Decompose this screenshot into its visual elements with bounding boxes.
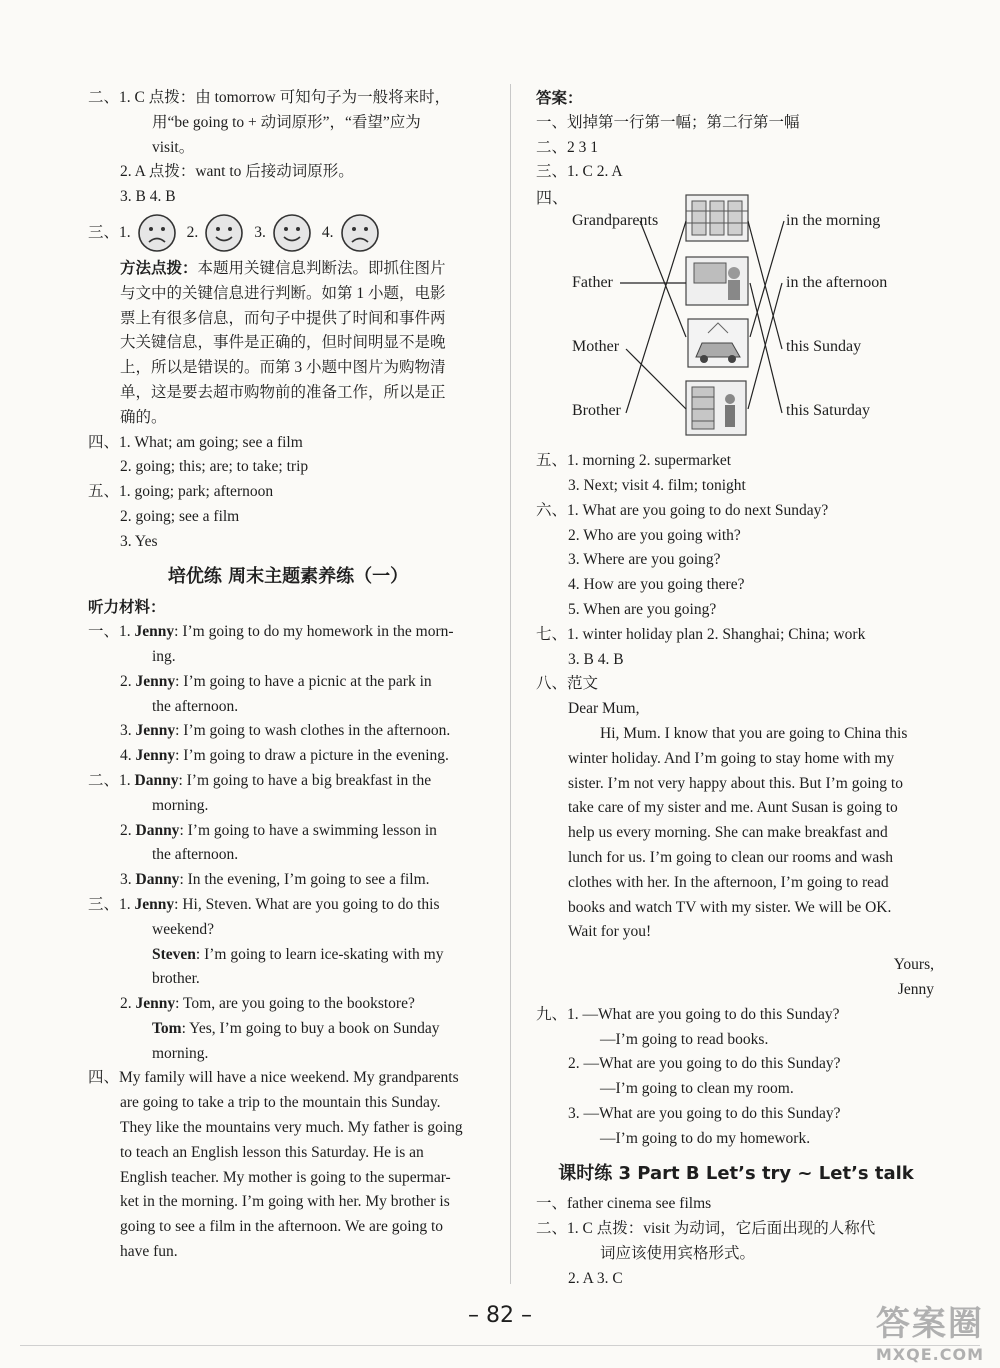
method-tip-line: [88, 256, 488, 282]
sad-face-icon: [137, 213, 177, 253]
item-prefix: 3.: [120, 871, 136, 889]
speaker: Jenny: [135, 722, 176, 740]
dialog-line: [88, 992, 488, 1017]
dialog-line: [88, 719, 488, 744]
listening-title: 听力材料：: [88, 598, 166, 617]
dialog-line: [88, 1017, 488, 1042]
text-line: 确的。: [120, 408, 167, 426]
dialog-text: : Hi, Steven. What are you going to do this: [174, 895, 440, 913]
happy-face-icon: [272, 213, 312, 253]
text-line: 3. Yes: [120, 532, 158, 550]
building-picture-icon: [686, 195, 748, 241]
dialog-line: [88, 943, 488, 968]
letter-line: sister. I’m not very happy about this. But I’m going to: [568, 774, 903, 792]
item-prefix: 2.: [120, 995, 136, 1013]
item-number: 4.: [321, 223, 334, 241]
speaker: Jenny: [134, 895, 175, 913]
letter-line: take care of my sister and me. Aunt Susan is going to: [568, 799, 898, 817]
letter-line: books and watch TV with my sister. We will be OK.: [568, 898, 892, 916]
speaker: Tom: [152, 1019, 182, 1037]
item-prefix: 三、1.: [88, 895, 135, 913]
letter-closing: Yours,: [893, 956, 934, 974]
dialog-text: : I’m going to wash clothes in the afternoon.: [175, 722, 451, 740]
text-line: 2. A 3. C: [568, 1269, 623, 1287]
dialog-line: [88, 670, 488, 695]
text-line: 九、1. —What are you going to do this Sunday?: [536, 1005, 840, 1023]
text-line: are going to take a trip to the mountain this Sunday.: [120, 1094, 441, 1112]
match-left-label: Mother: [572, 338, 620, 356]
text-line: 票上有很多信息，而句子中提供了时间和事件两: [120, 309, 446, 327]
method-tip-label: 方法点拨：: [120, 258, 198, 277]
text-line: 七、1. winter holiday plan 2. Shanghai; China; work: [536, 625, 866, 643]
text-line: —I’m going to do my homework.: [600, 1129, 811, 1147]
text-line: 四、My family will have a nice weekend. My grandparents: [88, 1069, 459, 1087]
dialog-text: : I’m going to have a picnic at the park in: [175, 672, 432, 690]
text-line: weekend?: [152, 920, 214, 938]
text-line: the afternoon.: [152, 697, 239, 715]
text-line: 3. B 4. B: [568, 650, 624, 668]
text-line: 单，这是要去超市购物前的准备工作，所以是正: [120, 383, 446, 401]
speaker: Steven: [152, 945, 196, 963]
letter-greeting: Dear Mum,: [568, 700, 640, 718]
speaker: Jenny: [135, 747, 176, 765]
text-line: 2. going; this; are; to take; trip: [120, 458, 309, 476]
item-prefix: 四、: [536, 190, 569, 208]
text-line: 一、划掉第一行第一幅；第二行第一幅: [536, 113, 800, 131]
car-trip-picture-icon: [688, 319, 748, 367]
text-line: brother.: [152, 970, 200, 988]
text-line: visit。: [152, 138, 195, 156]
text-line: 二、1. C 点拨：由 tomorrow 可知句子为一般将来时，: [88, 89, 451, 106]
text-line: ing.: [152, 647, 176, 665]
letter-line: Wait for you!: [568, 923, 652, 941]
speaker: Jenny: [135, 672, 176, 690]
faces-row: [88, 210, 488, 256]
teacher-picture-icon: [686, 257, 748, 305]
section-title: 培优练 周末主题素养练（一）: [167, 565, 409, 587]
page-number: – 82 –: [468, 1303, 532, 1328]
text-line: —I’m going to read books.: [600, 1030, 769, 1048]
text-line: 四、1. What; am going; see a film: [88, 433, 303, 451]
text-line: 与文中的关键信息进行判断。如第 1 小题，电影: [120, 284, 446, 302]
match-right-label: in the afternoon: [786, 274, 888, 292]
dialog-text: : I’m going to have a big breakfast in the: [178, 771, 432, 789]
watermark-logo: [876, 1296, 984, 1364]
text-line: 三、1. C 2. A: [536, 163, 623, 181]
item-prefix: 2.: [120, 672, 136, 690]
dialog-text: : Tom, are you going to the bookstore?: [175, 995, 415, 1013]
item-prefix: 3.: [120, 722, 136, 740]
text-line: morning.: [152, 796, 209, 814]
matching-diagram: [536, 187, 936, 443]
text-line: 大关键信息，事件是正确的，但时间明显不是晚: [120, 334, 446, 352]
text-line: 3. Where are you going?: [568, 551, 721, 569]
sad-face-icon: [340, 213, 380, 253]
section-title: 课时练 3 Part B Let’s try ~ Let’s talk: [558, 1162, 914, 1184]
text-line: 二、2 3 1: [536, 138, 599, 156]
column-divider: [510, 84, 511, 1284]
text-line: have fun.: [120, 1243, 178, 1261]
text-line: 上，所以是错误的。而第 3 小题中图片为购物清: [120, 359, 446, 377]
supermarket-picture-icon: [686, 381, 746, 435]
match-right-label: this Saturday: [786, 402, 870, 420]
match-right-label: in the morning: [786, 212, 881, 230]
text-line: 3. B 4. B: [120, 188, 176, 206]
text-line: 八、范文: [536, 675, 599, 693]
happy-face-icon: [204, 213, 244, 253]
text-line: morning.: [152, 1044, 209, 1062]
text-span: 本题用关键信息判断法。即抓住图片: [197, 259, 446, 277]
dialog-line: [88, 769, 488, 794]
text-line: 2. —What are you going to do this Sunday?: [568, 1055, 841, 1073]
footer-rule: [20, 1345, 980, 1346]
dialog-text: : I’m going to have a swimming lesson in: [179, 821, 437, 839]
speaker: Danny: [135, 821, 180, 839]
dialog-text: : In the evening, I’m going to see a film.: [179, 871, 430, 889]
letter-line: clothes with her. In the afternoon, I’m going to read: [568, 873, 889, 891]
text-line: 3. Next; visit 4. film; tonight: [568, 476, 746, 494]
item-number: 2.: [186, 223, 199, 241]
match-left-label: Father: [572, 274, 613, 292]
text-line: going to see a film in the afternoon. We are going to: [120, 1218, 444, 1236]
letter-line: help us every morning. She can make breakfast and: [568, 824, 888, 842]
text-line: —I’m going to clean my room.: [600, 1080, 794, 1098]
item-prefix: 一、1.: [88, 623, 135, 641]
text-line: 3. —What are you going to do this Sunday?: [568, 1104, 841, 1122]
text-line: 4. How are you going there?: [568, 576, 745, 594]
right-column: [536, 86, 936, 1291]
letter-line: winter holiday. And I’m going to stay home with my: [568, 749, 895, 767]
text-line: 二、1. C 点拨：visit 为动词，它后面出现的人称代: [536, 1220, 876, 1238]
speaker: Jenny: [134, 623, 175, 641]
dialog-text: : Yes, I’m going to buy a book on Sunday: [181, 1019, 440, 1037]
text-line: 一、father cinema see films: [536, 1195, 712, 1213]
watermark-url: MXQE.COM: [875, 1345, 984, 1364]
dialog-line: [88, 819, 488, 844]
text-line: the afternoon.: [152, 846, 239, 864]
text-line: 五、1. morning 2. supermarket: [536, 452, 732, 470]
item-prefix: 4.: [120, 747, 136, 765]
text-line: ket in the morning. I’m going with her. My brother is: [120, 1193, 450, 1211]
answer-title: 答案：: [536, 89, 583, 107]
dialog-text: : I’m going to draw a picture in the evening.: [175, 747, 449, 765]
item-prefix: 2.: [120, 821, 136, 839]
speaker: Danny: [134, 771, 179, 789]
text-line: 用“be going to + 动词原形”，“看望”应为: [152, 113, 421, 131]
dialog-line: [88, 620, 488, 645]
letter-signature: Jenny: [897, 980, 934, 998]
dialog-line: [88, 868, 488, 893]
speaker: Jenny: [135, 995, 176, 1013]
text-line: English teacher. My mother is going to the supermar-: [120, 1168, 451, 1186]
text-line: 2. A 点拨：want to 后接动词原形。: [120, 163, 354, 181]
match-right-label: this Sunday: [786, 338, 862, 356]
text-line: 2. Who are you going with?: [568, 526, 741, 544]
item-prefix: 三、: [88, 223, 120, 241]
text-line: 五、1. going; park; afternoon: [88, 483, 274, 501]
watermark-text: 答案圈: [875, 1304, 984, 1344]
speaker: Danny: [135, 871, 180, 889]
item-prefix: 二、1.: [88, 771, 135, 789]
dialog-text: : I’m going to learn ice-skating with my: [195, 945, 444, 963]
text-line: to teach an English lesson this Saturday. He is an: [120, 1143, 424, 1161]
item-number: 3.: [254, 223, 266, 241]
text-line: 2. going; see a film: [120, 507, 240, 525]
text-line: 5. When are you going?: [568, 600, 717, 618]
dialog-line: [88, 744, 488, 769]
item-number: 1.: [119, 223, 131, 241]
text-line: 词应该使用宾格形式。: [600, 1244, 756, 1262]
letter-line: lunch for us. I’m going to clean our rooms and wash: [568, 848, 894, 866]
match-left-label: Grandparents: [572, 212, 659, 230]
text-line: They like the mountains very much. My father is going: [120, 1119, 463, 1137]
dialog-text: : I’m going to do my homework in the morn-: [174, 623, 454, 641]
text-line: 六、1. What are you going to do next Sunday?: [536, 501, 829, 519]
letter-line: Hi, Mum. I know that you are going to China this: [600, 724, 908, 742]
match-left-label: Brother: [572, 402, 621, 420]
dialog-line: [88, 893, 488, 918]
left-column: [88, 86, 488, 1265]
